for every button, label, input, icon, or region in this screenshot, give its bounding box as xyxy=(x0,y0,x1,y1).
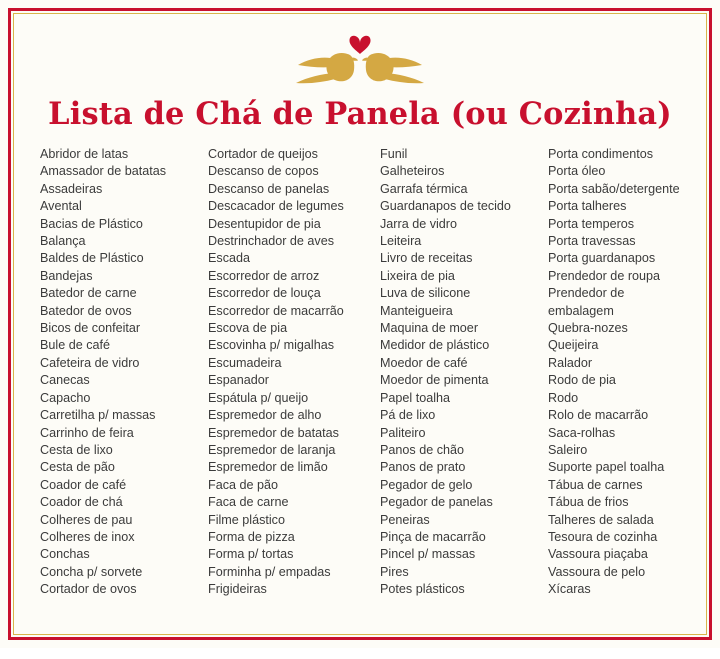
list-item: Descanso de copos xyxy=(208,164,319,179)
list-item: Pá de lixo xyxy=(380,408,436,423)
list-item: Espremedor de alho xyxy=(208,408,322,423)
list-item: Colheres de pau xyxy=(40,512,133,527)
list-item: Talheres de salada xyxy=(548,512,654,527)
list-item: Porta travessas xyxy=(548,234,636,249)
list-item: Avental xyxy=(40,199,82,214)
list-item: Carretilha p/ massas xyxy=(40,408,156,423)
list-item: Pincel p/ massas xyxy=(380,547,476,562)
list-item: Garrafa térmica xyxy=(380,181,468,196)
list-item: Maquina de moer xyxy=(380,321,479,336)
list-item: Galheteiros xyxy=(380,164,445,179)
list-item: Forma p/ tortas xyxy=(208,547,294,562)
list-item: Pegador de gelo xyxy=(380,477,473,492)
list-item: Xícaras xyxy=(548,582,591,597)
list-item: Coador de café xyxy=(40,477,127,492)
list-item: Vassoura de pelo xyxy=(548,564,646,579)
list-item: Porta condimentos xyxy=(548,147,654,161)
list-item: Escada xyxy=(208,251,251,266)
list-item: Porta sabão/detergente xyxy=(548,181,680,196)
list-item: Descacador de legumes xyxy=(208,199,344,214)
list-item: Faca de pão xyxy=(208,477,279,492)
list-item: Espremedor de laranja xyxy=(208,442,336,457)
list-item: embalagem xyxy=(548,303,614,318)
checklist-column-1 xyxy=(40,146,208,599)
list-item: Colheres de inox xyxy=(40,529,135,544)
page-title: Lista de Chá de Panela (ou Cozinha) xyxy=(48,96,672,132)
list-item: Forma de pizza xyxy=(208,529,295,544)
list-item: Desentupidor de pia xyxy=(208,216,321,231)
love-birds-heart-icon xyxy=(32,28,688,92)
list-item: Ralador xyxy=(548,355,593,370)
list-item: Frigideiras xyxy=(208,582,267,597)
list-item: Conchas xyxy=(40,547,90,562)
list-item: Escorredor de arroz xyxy=(208,268,320,283)
list-item: Tesoura de cozinha xyxy=(548,529,658,544)
list-item: Pinça de macarrão xyxy=(380,529,486,544)
list-item: Escumadeira xyxy=(208,355,282,370)
list-item: Destrinchador de aves xyxy=(208,234,335,249)
list-item: Assadeiras xyxy=(40,181,103,196)
list-item: Cesta de pão xyxy=(40,460,115,475)
list-item: Coador de chá xyxy=(40,495,123,510)
checklist-column-4 xyxy=(548,146,714,599)
list-item: Bicos de confeitar xyxy=(40,321,141,336)
list-item: Capacho xyxy=(40,390,91,405)
list-item: Espremedor de batatas xyxy=(208,425,339,440)
list-item: Cortador de ovos xyxy=(40,582,137,597)
list-item: Baldes de Plástico xyxy=(40,251,144,266)
list-item: Prendedor de xyxy=(548,286,625,301)
list-item: Escorredor de louça xyxy=(208,286,321,301)
list-item: Escova de pia xyxy=(208,321,288,336)
list-item: Moedor de café xyxy=(380,355,468,370)
list-item: Tábua de carnes xyxy=(548,477,643,492)
list-item: Descanso de panelas xyxy=(208,181,330,196)
list-item: Porta temperos xyxy=(548,216,635,231)
list-item: Papel toalha xyxy=(380,390,451,405)
list-item: Rodo xyxy=(548,390,579,405)
list-item: Amassador de batatas xyxy=(40,164,167,179)
list-item: Porta óleo xyxy=(548,164,606,179)
list-item: Filme plástico xyxy=(208,512,285,527)
list-item: Abridor de latas xyxy=(40,147,129,161)
list-item: Funil xyxy=(380,147,408,161)
list-item: Panos de chão xyxy=(380,442,465,457)
list-item: Pires xyxy=(380,564,409,579)
list-item: Bacias de Plástico xyxy=(40,216,143,231)
list-item: Cortador de queijos xyxy=(208,147,318,161)
list-item: Tábua de frios xyxy=(548,495,629,510)
list-item: Escovinha p/ migalhas xyxy=(208,338,335,353)
list-item: Forminha p/ empadas xyxy=(208,564,331,579)
checklist-column-2 xyxy=(208,146,380,599)
list-item: Lixeira de pia xyxy=(380,268,455,283)
list-item: Concha p/ sorvete xyxy=(40,564,143,579)
checklist-column-3 xyxy=(380,146,548,599)
list-item: Manteigueira xyxy=(380,303,453,318)
list-item: Guardanapos de tecido xyxy=(380,199,511,214)
list-item: Peneiras xyxy=(380,512,430,527)
checklist-columns xyxy=(32,146,688,599)
list-item: Rolo de macarrão xyxy=(548,408,649,423)
list-item: Espanador xyxy=(208,373,269,388)
list-item: Queijeira xyxy=(548,338,599,353)
list-item: Pegador de panelas xyxy=(380,495,493,510)
list-item: Panos de prato xyxy=(380,460,466,475)
list-item: Escorredor de macarrão xyxy=(208,303,344,318)
list-item: Quebra-nozes xyxy=(548,321,628,336)
list-item: Batedor de ovos xyxy=(40,303,132,318)
list-item: Faca de carne xyxy=(208,495,289,510)
list-item: Canecas xyxy=(40,373,90,388)
list-item: Cafeteira de vidro xyxy=(40,355,140,370)
list-item: Espátula p/ queijo xyxy=(208,390,309,405)
list-item: Luva de silicone xyxy=(380,286,471,301)
list-item: Batedor de carne xyxy=(40,286,137,301)
list-item: Suporte papel toalha xyxy=(548,460,665,475)
list-item: Leiteira xyxy=(380,234,422,249)
list-item: Porta talheres xyxy=(548,199,627,214)
list-item: Balança xyxy=(40,234,86,249)
list-item: Espremedor de limão xyxy=(208,460,328,475)
list-item: Potes plásticos xyxy=(380,582,465,597)
list-item: Bule de café xyxy=(40,338,111,353)
list-item: Saca-rolhas xyxy=(548,425,616,440)
list-item: Porta guardanapos xyxy=(548,251,656,266)
list-item: Moedor de pimenta xyxy=(380,373,489,388)
list-item: Carrinho de feira xyxy=(40,425,134,440)
list-item: Paliteiro xyxy=(380,425,426,440)
list-item: Prendedor de roupa xyxy=(548,268,661,283)
list-item: Cesta de lixo xyxy=(40,442,113,457)
document-content xyxy=(10,10,710,659)
list-item: Jarra de vidro xyxy=(380,216,457,231)
list-item: Saleiro xyxy=(548,442,588,457)
bottom-spacer xyxy=(32,599,688,659)
list-item: Rodo de pia xyxy=(548,373,616,388)
list-item: Bandejas xyxy=(40,268,93,283)
list-item: Livro de receitas xyxy=(380,251,473,266)
list-item: Vassoura piaçaba xyxy=(548,547,648,562)
list-item: Medidor de plástico xyxy=(380,338,490,353)
